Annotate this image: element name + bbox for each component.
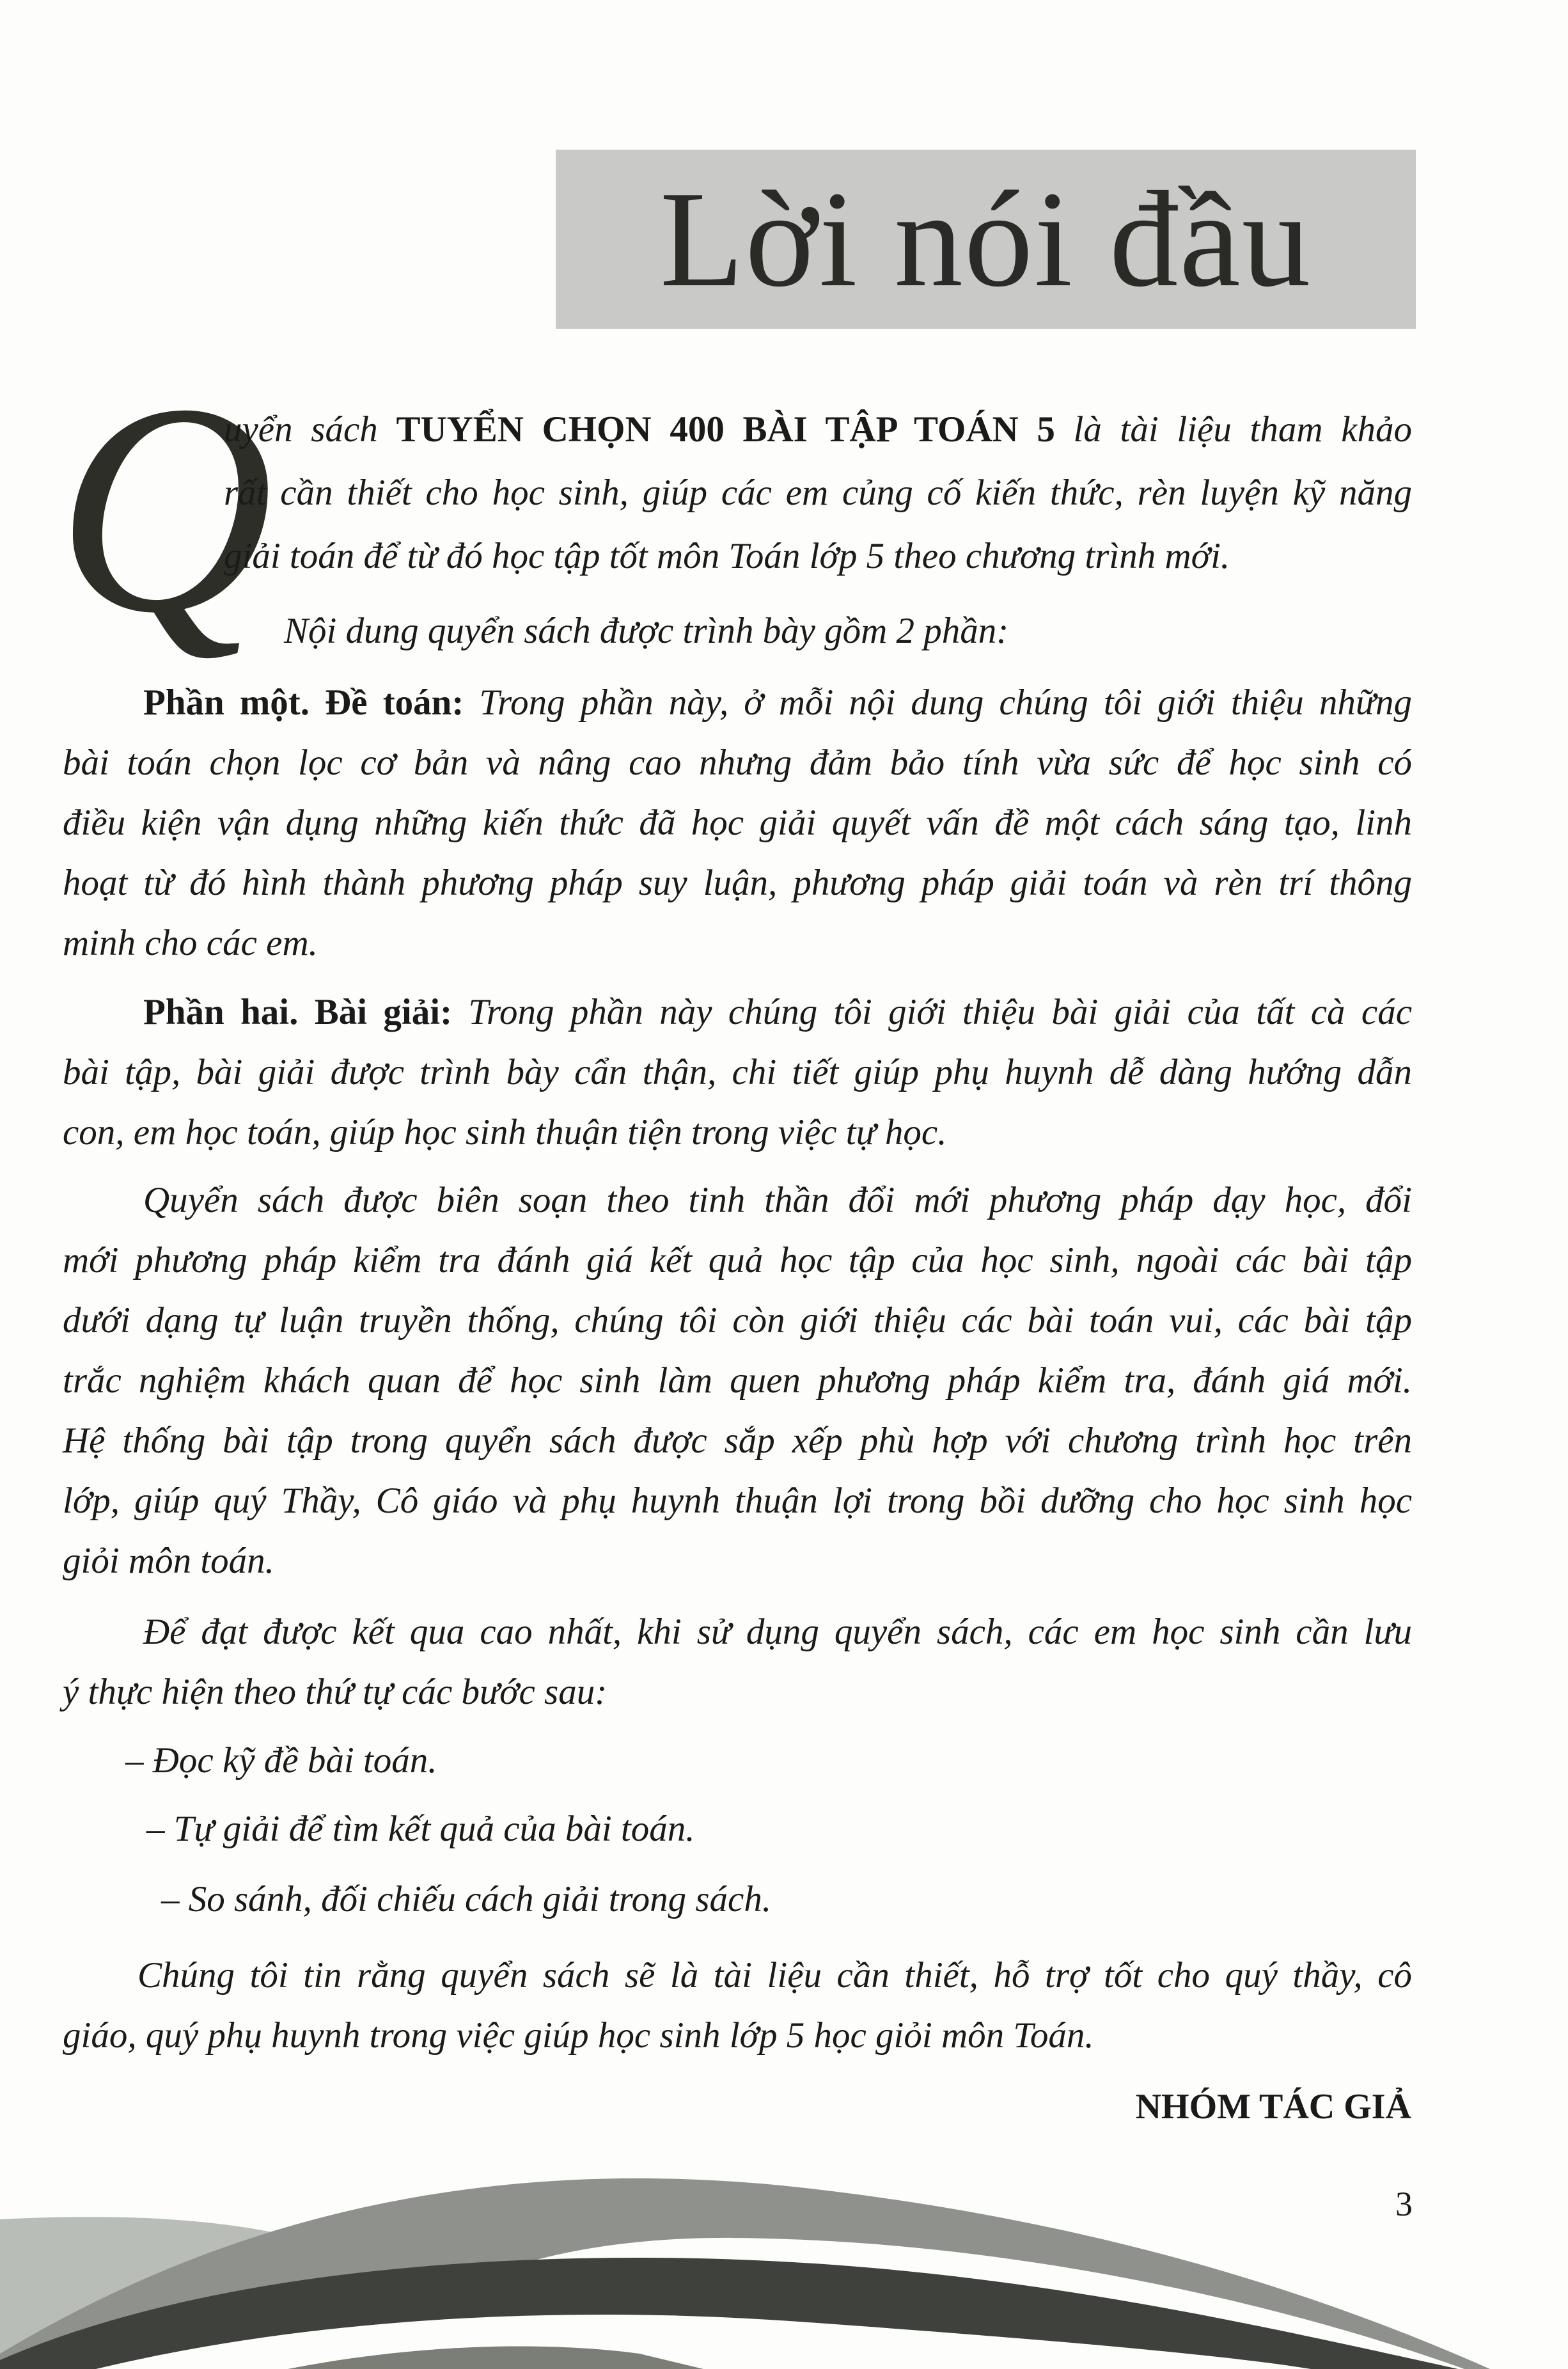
- part1-paragraph: Phần một. Đề toán: Trong phần này, ở mỗi nội dung chúng tôi giới thiệu những bài toán chọn lọc cơ bản và nâng cao nhưng đảm bảo tính vừa sức để học sinh có điều kiện vận dụng những kiến thức đã học giải quyết vấn đề một cách sáng tạo, linh hoạt từ đó hình thành phương pháp suy luận, phương pháp giải toán và rèn trí thông minh cho các em.: [63, 682, 1412, 963]
- page-title: Lời nói đầu: [659, 162, 1312, 315]
- step-item: – Tự giải để tìm kết quả của bài toán.: [146, 1809, 695, 1849]
- part2-paragraph: Phần hai. Bài giải: Trong phần này chúng tôi giới thiệu bài giải của tất cà các bài tập, bài giải được trình bày cẩn thận, chi tiết giúp phụ huynh dễ dàng hướng dẫn con, em học toán, giúp học sinh thuận tiện trong việc tự học.: [63, 992, 1412, 1153]
- part2-lead: Phần hai. Bài giải:: [143, 992, 453, 1032]
- title-banner: [556, 150, 1416, 329]
- step-item: – So sánh, đối chiếu cách giải trong sách.: [161, 1879, 772, 1919]
- part1-lead: Phần một. Đề toán:: [143, 682, 464, 723]
- book-title: TUYỂN CHỌN 400 BÀI TẬP TOÁN 5: [396, 409, 1055, 450]
- decorative-swoosh: [0, 2162, 1568, 2369]
- page-number: 3: [1395, 2185, 1413, 2223]
- intro-text: rất cần thiết cho học sinh, giúp các em củng cố kiến thức, rèn luyện kỹ năng: [224, 473, 1412, 513]
- steps-paragraph: Để đạt được kết qua cao nhất, khi sử dụng quyển sách, các em học sinh cần lưu ý thực hiện theo thứ tự các bước sau:: [63, 1612, 1412, 1712]
- signature: NHÓM TÁC GIẢ: [1135, 2087, 1411, 2127]
- method-paragraph: Quyển sách được biên soạn theo tinh thần đổi mới phương pháp dạy học, đổi mới phương pháp kiểm tra đánh giá kết quả học tập của học sinh, ngoài các bài tập dưới dạng tự luận truyền thống, chúng tôi còn giới thiệu các bài toán vui, các bài tập trắc nghiệm khách quan để học sinh làm quen phương pháp kiểm tra, đánh giá mới. Hệ thống bài tập trong quyển sách được sắp xếp phù hợp với chương trình học trên lớp, giúp quý Thầy, Cô giáo và phụ huynh thuận lợi trong bồi dưỡng cho học sinh học giỏi môn toán.: [63, 1180, 1412, 1581]
- intro-paragraph: [224, 400, 1412, 586]
- intro-text: là tài liệu tham khảo: [1054, 409, 1413, 450]
- intro-text: uyển sách: [224, 409, 396, 450]
- intro-text: giải toán để từ đó học tập tốt môn Toán lớp 5 theo chương trình mới.: [224, 536, 1230, 576]
- drop-cap: Q: [56, 342, 274, 675]
- step-item: – Đọc kỹ đề bài toán.: [125, 1740, 437, 1781]
- closing-paragraph: Chúng tôi tin rằng quyển sách sẽ là tài liệu cần thiết, hỗ trợ tốt cho quý thầy, cô giáo, quý phụ huynh trong việc giúp học sinh lớp 5 học giỏi môn Toán.: [63, 1955, 1412, 2056]
- contents-intro: Nội dung quyển sách được trình bày gồm 2 phần:: [284, 611, 1009, 651]
